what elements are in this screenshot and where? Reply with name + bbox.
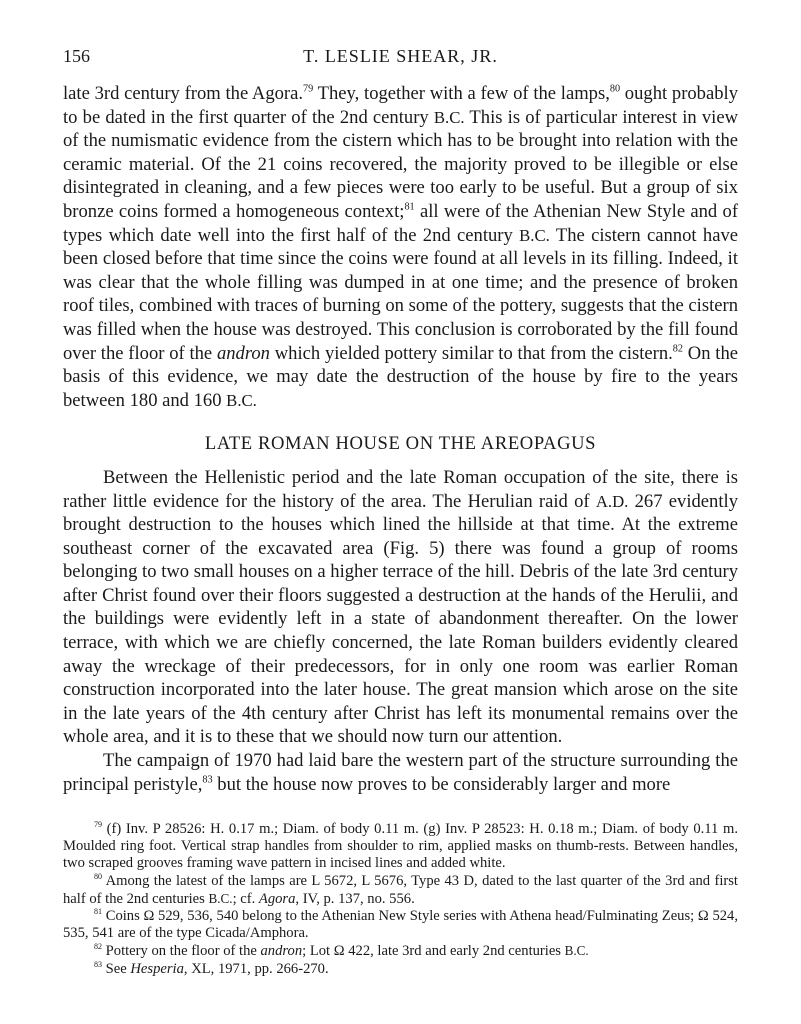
era-abbrev: B.C. [226, 390, 257, 410]
era-abbrev: B.C. [208, 890, 233, 906]
footnote-ref-82: 82 [672, 342, 684, 354]
text: This is of particular interest in view of the numismatic evidence from the cistern which has to be brought into relation with the ceramic material. Of the 21 coins recovered, the majority proved to be illegible or else disintegrated in cleaning, and a few pieces were too early to be useful. But a group of six bronze coins formed a homogeneous context; [63, 106, 739, 222]
era-abbrev: B.C. [433, 107, 465, 127]
footnote-83 [63, 961, 738, 978]
era-abbrev: A.D. [595, 491, 629, 511]
text: Among the latest of the lamps are L 5672, L 5676, Type 43 D, dated to the last quarter of the 3rd and first half of the 2nd centuries [63, 872, 738, 907]
text: Between the Hellenistic period and the late Roman occupation of the site, there is rather little evidence for the history of the area. The Herulian raid of [63, 466, 738, 512]
paragraph [63, 749, 738, 796]
italic-term: Hesperia [130, 960, 184, 977]
footnote-ref-81: 81 [404, 201, 415, 213]
text: 267 evidently brought destruction to the houses which lined the hillside at that time. At the extreme southeast corner of the excavated area (Fig. 5) there was found a group of rooms belonging to two small houses on a higher terrace of the hill. Debris of the late 3rd century after Christ found over their floors suggested a destruction at the hands of the Herulii, and the buildings were evidently left in a state of abandonment thereafter. On the lower terrace, with which we are chiefly concerned, the late Roman builders evidently cleared away the wreckage of their predecessors, for in only one room was earlier Roman construction incorporated into the later house. The great mansion which arose on the site in the late years of the 4th century after Christ has left its monumental remains over the whole area, and it is to these that we should now turn our attention. [63, 490, 738, 748]
main-text [63, 82, 738, 796]
paragraph [63, 466, 738, 749]
text: The cistern cannot have been closed before that time since the coins were found at all levels in its filling. Indeed, it was clear that the whole filling was dumped in at one time; and the presence of broken roof tiles, combined with traces of burning on some of the pottery, suggests that the cistern was filled when the house was destroyed. This conclusion is corroborated by the fill found over the floor of the [63, 224, 738, 364]
footnote-ref-80: 80 [609, 83, 621, 95]
text: which yielded pottery similar to that from the cistern. [269, 342, 673, 364]
text: On the basis of this evidence, we may date the destruction of the house by fire to the years between 180 and 160 [63, 342, 738, 411]
text: ; cf. [232, 890, 259, 907]
footnote-number: 83 [94, 959, 103, 969]
text: (f) Inv. P 28526: H. 0.17 m.; Diam. of body 0.11 m. (g) Inv. P 28523: H. 0.18 m.; Diam. of body 0.11 m. Moulded ring foot. Vertical strap handles from shoulder to rim, applied masks on thumb-rests. Between handles, two scraped grooves framing wave pattern in incised lines and added white. [63, 821, 738, 872]
footnote-80 [63, 873, 738, 908]
italic-term: andron [260, 943, 303, 960]
text: all were of the Athenian New Style and of types which date well into the first half of the 2nd century [63, 200, 739, 246]
text: The campaign of 1970 had laid bare the western part of the structure surrounding the principal peristyle, [63, 750, 738, 795]
footnote-number: 80 [94, 871, 103, 881]
text: Pottery on the floor of the [102, 943, 261, 960]
page-header [63, 46, 738, 70]
text: ; Lot Ω 422, late 3rd and early 2nd centuries [302, 943, 565, 960]
footnote-ref-83: 83 [202, 773, 213, 785]
text: , IV, p. 137, no. 556. [295, 890, 415, 907]
footnote-number: 82 [94, 942, 103, 952]
text: , XL, 1971, pp. 266-270. [183, 960, 329, 977]
text: but the house now proves to be considerably larger and more [212, 773, 671, 795]
era-abbrev: B.C. [519, 225, 550, 245]
section-heading: LATE ROMAN HOUSE ON THE AREOPAGUS [204, 433, 597, 455]
footnote-number: 79 [94, 819, 103, 829]
era-abbrev: B.C. [564, 943, 589, 959]
text: ought probably to be dated in the first quarter of the 2nd century [63, 83, 738, 128]
text: See [102, 960, 131, 977]
footnote-number: 81 [94, 907, 103, 916]
page-number: 156 [63, 46, 90, 66]
text: late 3rd century from the Agora. [63, 83, 304, 104]
text: They, together with a few of the lamps, [313, 83, 610, 104]
footnote-81 [63, 908, 738, 942]
footnote-79 [63, 821, 738, 873]
footnotes [63, 821, 738, 978]
italic-term: andron [216, 342, 270, 364]
footnote-ref-79: 79 [303, 83, 314, 95]
text: Coins Ω 529, 536, 540 belong to the Athenian New Style series with Athena head/Fulminating Zeus; Ω 524, 535, 541 are of the type Cicada/Amphora. [63, 908, 738, 942]
running-head: T. LESLIE SHEAR, JR. [303, 46, 498, 66]
paragraph [63, 82, 738, 412]
footnote-82 [63, 942, 738, 960]
italic-term: Agora [258, 890, 296, 907]
